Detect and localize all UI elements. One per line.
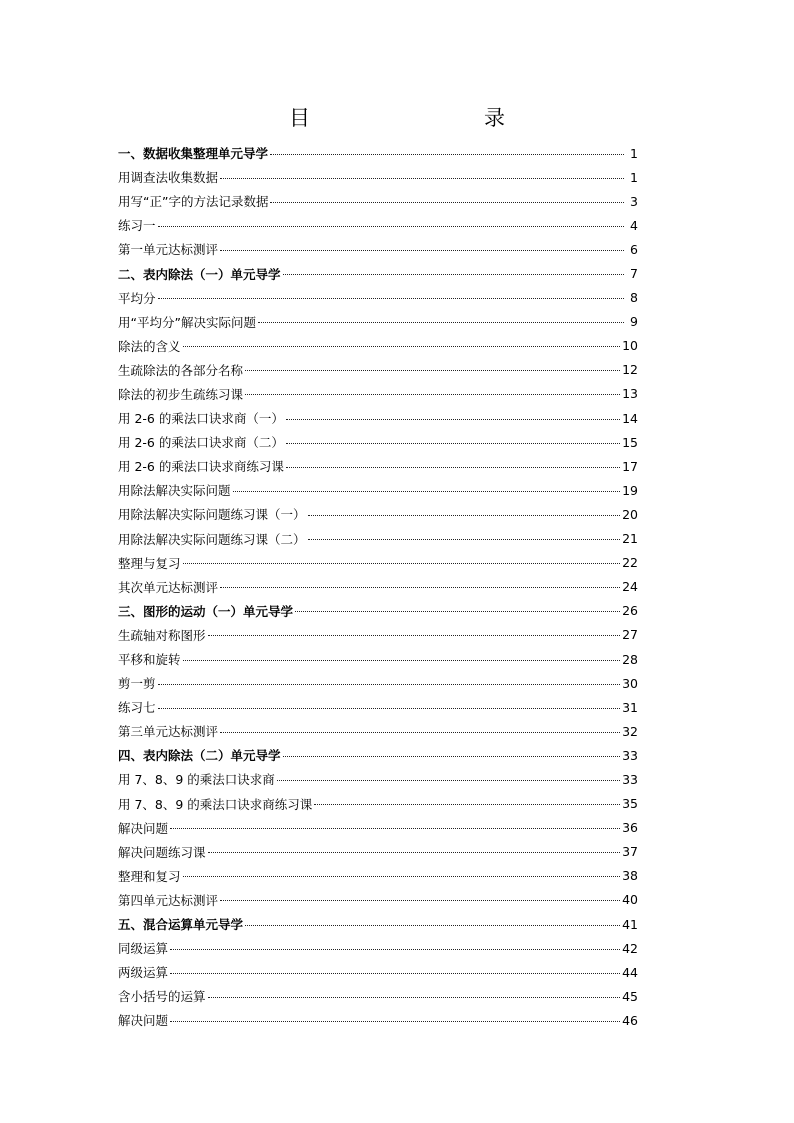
toc-entry-title: 解决问题练习课: [118, 844, 206, 860]
dot-leader: [245, 370, 620, 371]
toc-entry-title: 用 2-6 的乘法口诀求商练习课: [118, 459, 284, 475]
toc-entry[interactable]: [118, 984, 638, 1008]
toc-page-number: 9: [630, 314, 638, 330]
dot-leader: [283, 274, 624, 275]
toc-entry-title: 用 7、8、9 的乘法口诀求商练习课: [118, 796, 313, 812]
toc-entry[interactable]: [118, 671, 638, 695]
toc-entry-title: 二、表内除法（一）单元导学: [118, 266, 281, 282]
toc-entry[interactable]: [118, 840, 638, 864]
toc-entry[interactable]: [118, 430, 638, 454]
toc-entry[interactable]: [118, 936, 638, 960]
toc-page-number: 45: [622, 988, 638, 1004]
toc-entry[interactable]: [118, 647, 638, 671]
toc-entry-title: 解决问题: [118, 820, 169, 836]
dot-leader: [183, 876, 621, 877]
toc-page-number: 42: [622, 940, 638, 956]
toc-entry-title: 一、数据收集整理单元导学: [118, 146, 269, 162]
toc-entry[interactable]: [118, 551, 638, 575]
toc-entry-title: 剪一剪: [118, 676, 156, 692]
toc-page-number: 40: [622, 892, 638, 908]
toc-page-number: 6: [630, 241, 638, 257]
dot-leader: [220, 587, 620, 588]
toc-entry[interactable]: [118, 358, 638, 382]
dot-leader: [220, 732, 620, 733]
dot-leader: [270, 202, 624, 203]
toc-entry-title: 平移和旋转: [118, 652, 181, 668]
dot-leader: [170, 828, 620, 829]
toc-entry-title: 用写“正”字的方法记录数据: [118, 194, 269, 210]
toc-entry-title: 整理和复习: [118, 868, 181, 884]
toc-page-number: 26: [622, 603, 638, 619]
toc-entry-title: 除法的含义: [118, 338, 181, 354]
dot-leader: [314, 804, 620, 805]
dot-leader: [170, 973, 620, 974]
dot-leader: [286, 443, 620, 444]
toc-page-number: 7: [630, 266, 638, 282]
toc-entry-title: 生疏除法的各部分名称: [118, 362, 244, 378]
toc-entry-title: 解决问题: [118, 1013, 169, 1029]
dot-leader: [245, 925, 620, 926]
toc-entry-title: 练习一: [118, 218, 156, 234]
toc-entry[interactable]: [118, 623, 638, 647]
toc-entry[interactable]: [118, 310, 638, 334]
toc-entry[interactable]: [118, 816, 638, 840]
toc-entry-title: 用除法解决实际问题练习课（二）: [118, 531, 306, 547]
toc-entry-title: 用除法解决实际问题: [118, 483, 231, 499]
dot-leader: [208, 635, 621, 636]
toc-entry[interactable]: [118, 792, 638, 816]
toc-page-number: 35: [622, 796, 638, 812]
toc-page-number: 22: [622, 555, 638, 571]
toc-page-number: 14: [622, 410, 638, 426]
dot-leader: [245, 394, 620, 395]
dot-leader: [170, 949, 620, 950]
toc-page-number: 32: [622, 723, 638, 739]
dot-leader: [158, 684, 621, 685]
toc-entry[interactable]: [118, 864, 638, 888]
toc-page-number: 12: [622, 362, 638, 378]
toc-page-number: 33: [622, 771, 638, 787]
toc-entry-title: 练习七: [118, 700, 156, 716]
toc-page-number: 17: [622, 458, 638, 474]
toc-entry-title: 四、表内除法（二）单元导学: [118, 748, 281, 764]
toc-page-number: 20: [622, 506, 638, 522]
dot-leader: [308, 539, 621, 540]
toc-unit-heading[interactable]: [118, 141, 638, 165]
dot-leader: [220, 250, 624, 251]
dot-leader: [277, 780, 620, 781]
dot-leader: [183, 346, 621, 347]
toc-page-number: 4: [630, 217, 638, 233]
toc-entry-title: 用“平均分”解决实际问题: [118, 314, 256, 330]
toc-page-number: 36: [622, 820, 638, 836]
toc-page-number: 38: [622, 868, 638, 884]
dot-leader: [286, 467, 620, 468]
toc-entry[interactable]: [118, 695, 638, 719]
toc-entry-title: 用调查法收集数据: [118, 170, 219, 186]
dot-leader: [183, 563, 621, 564]
toc-entry[interactable]: [118, 575, 638, 599]
toc-entry-title: 用 7、8、9 的乘法口诀求商: [118, 772, 275, 788]
toc-entry[interactable]: [118, 502, 638, 526]
toc-unit-heading[interactable]: [118, 912, 638, 936]
toc-entry[interactable]: [118, 382, 638, 406]
toc-entry-title: 第三单元达标测评: [118, 724, 219, 740]
toc-page-number: 24: [622, 579, 638, 595]
toc-entry-title: 同级运算: [118, 941, 169, 957]
dot-leader: [158, 298, 624, 299]
toc-page-number: 41: [622, 916, 638, 932]
dot-leader: [170, 1021, 620, 1022]
dot-leader: [220, 178, 624, 179]
dot-leader: [308, 515, 621, 516]
toc-entry[interactable]: [118, 334, 638, 358]
dot-leader: [295, 611, 620, 612]
toc-page-number: 10: [622, 338, 638, 354]
toc-unit-heading[interactable]: [118, 743, 638, 767]
dot-leader: [270, 154, 624, 155]
dot-leader: [183, 660, 621, 661]
toc-page-number: 46: [622, 1012, 638, 1028]
dot-leader: [158, 708, 621, 709]
toc-entry-title: 含小括号的运算: [118, 989, 206, 1005]
toc-entry[interactable]: [118, 767, 638, 791]
toc-entry-title: 整理与复习: [118, 555, 181, 571]
toc-entry-title: 其次单元达标测评: [118, 579, 219, 595]
toc-entry-title: 两级运算: [118, 965, 169, 981]
toc-page-number: 33: [622, 747, 638, 763]
toc-entry-title: 第一单元达标测评: [118, 242, 219, 258]
toc-page-number: 31: [622, 699, 638, 715]
toc-entry[interactable]: [118, 719, 638, 743]
toc-entry[interactable]: [118, 237, 638, 261]
toc-entry[interactable]: [118, 189, 638, 213]
table-of-contents: [118, 141, 638, 1032]
dot-leader: [220, 900, 620, 901]
toc-page-number: 8: [630, 290, 638, 306]
toc-entry-title: 用除法解决实际问题练习课（一）: [118, 507, 306, 523]
toc-entry-title: 用 2-6 的乘法口诀求商（二）: [118, 435, 284, 451]
toc-page-number: 1: [630, 169, 638, 185]
toc-unit-heading[interactable]: [118, 261, 638, 285]
toc-entry[interactable]: [118, 165, 638, 189]
toc-entry[interactable]: [118, 527, 638, 551]
toc-page-number: 1: [630, 145, 638, 161]
toc-page-number: 30: [622, 675, 638, 691]
dot-leader: [233, 491, 621, 492]
toc-page-number: 19: [622, 482, 638, 498]
toc-entry[interactable]: [118, 286, 638, 310]
toc-entry[interactable]: [118, 213, 638, 237]
toc-entry[interactable]: [118, 406, 638, 430]
toc-entry[interactable]: [118, 454, 638, 478]
toc-entry[interactable]: [118, 478, 638, 502]
dot-leader: [208, 852, 621, 853]
toc-entry[interactable]: [118, 888, 638, 912]
toc-entry-title: 用 2-6 的乘法口诀求商（一）: [118, 411, 284, 427]
toc-page-number: 15: [622, 434, 638, 450]
dot-leader: [286, 419, 620, 420]
toc-entry-title: 平均分: [118, 290, 156, 306]
dot-leader: [158, 226, 624, 227]
toc-entry-title: 三、图形的运动（一）单元导学: [118, 603, 294, 619]
toc-entry-title: 第四单元达标测评: [118, 892, 219, 908]
toc-page-number: 37: [622, 844, 638, 860]
toc-page-number: 44: [622, 964, 638, 980]
toc-unit-heading[interactable]: [118, 599, 638, 623]
toc-entry-title: 五、混合运算单元导学: [118, 917, 244, 933]
toc-page-number: 3: [630, 193, 638, 209]
toc-entry[interactable]: [118, 1008, 638, 1032]
dot-leader: [208, 997, 621, 998]
toc-page-number: 13: [622, 386, 638, 402]
dot-leader: [258, 322, 624, 323]
page-title: 目 录: [289, 106, 549, 130]
toc-page-number: 21: [622, 531, 638, 547]
toc-entry-title: 除法的初步生疏练习课: [118, 386, 244, 402]
toc-page-number: 28: [622, 651, 638, 667]
toc-entry-title: 生疏轴对称图形: [118, 627, 206, 643]
toc-page-number: 27: [622, 627, 638, 643]
toc-entry[interactable]: [118, 960, 638, 984]
dot-leader: [283, 756, 621, 757]
